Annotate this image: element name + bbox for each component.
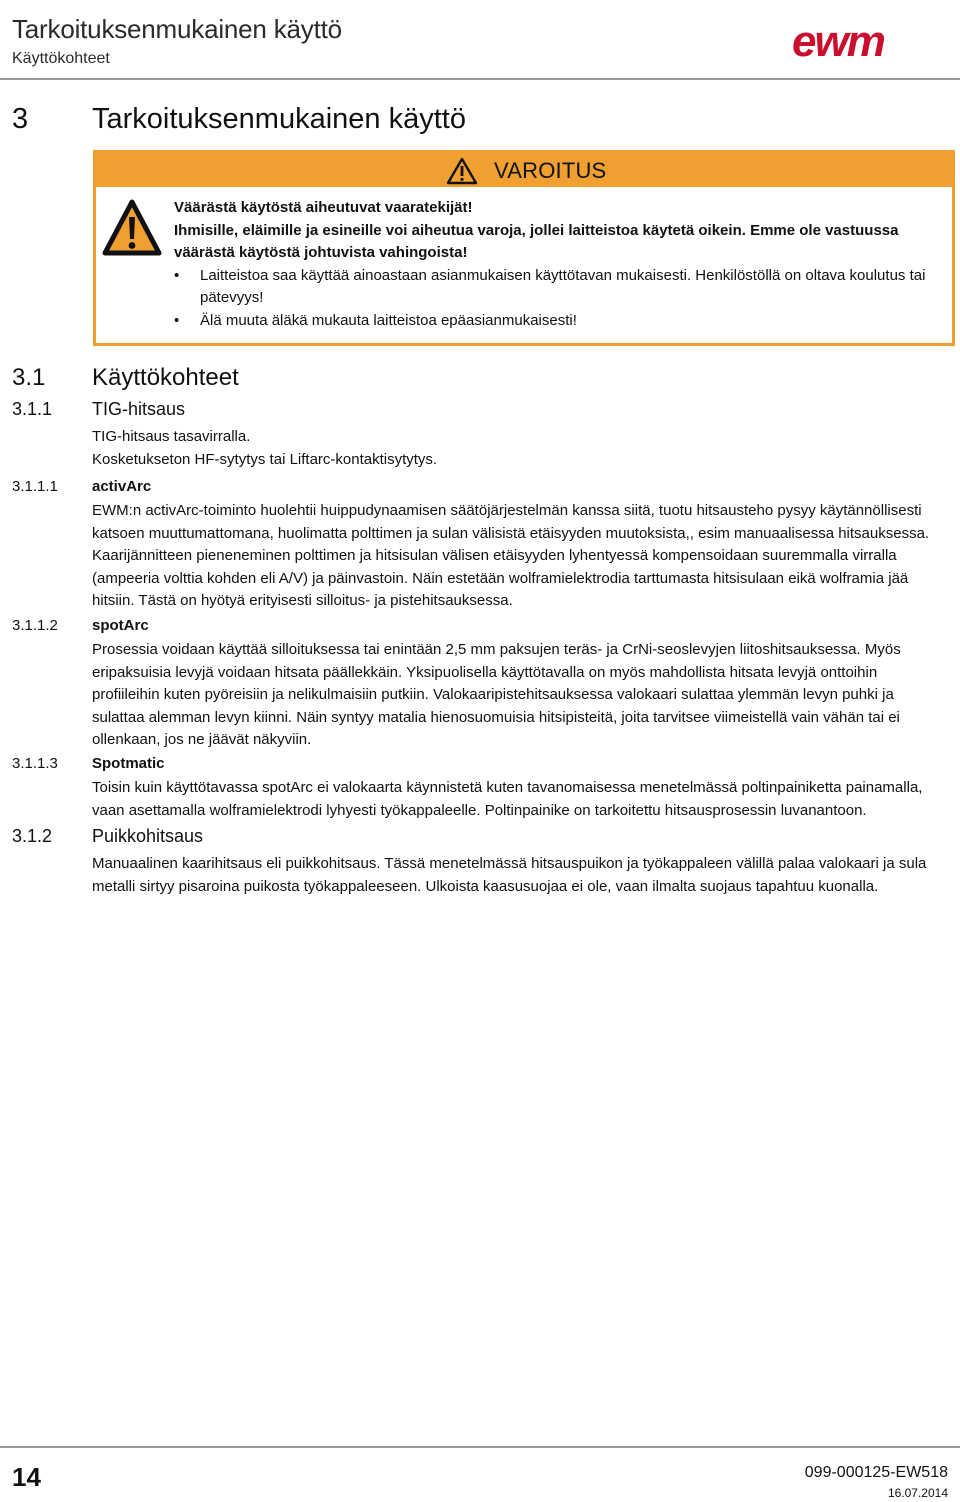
- section-title: spotArc: [92, 617, 149, 634]
- warning-box: [93, 150, 955, 346]
- warning-triangle-icon: [102, 199, 162, 257]
- warning-content: [174, 197, 944, 332]
- document-id: 099-000125-EW518: [804, 1464, 948, 1481]
- section-number: 3.1.1.1: [12, 478, 58, 495]
- chapter-title: [12, 103, 466, 136]
- warning-bullet: • Älä muuta äläkä mukauta laitteistoa epäasianmukaisesti!: [174, 310, 944, 333]
- section-title: activArc: [92, 478, 152, 495]
- section-heading: [12, 826, 203, 847]
- section-paragraph: Manuaalinen kaarihitsaus eli puikkohitsaus. Tässä menetelmässä hitsauspuikon ja työkappaleen välillä palaa valokaari ja sula metalli sirtyy pisaroina puikosta työkappaleeseen. Ulkoista kaasusuojaa ei ole, vaan ilmalta suojaus tapahtuu kuonalla.: [92, 855, 927, 895]
- section-number: 3.1: [12, 364, 46, 391]
- section-heading: [12, 617, 149, 634]
- chapter-heading: Tarkoituksenmukainen käyttö: [92, 103, 466, 135]
- section-title: Puikkohitsaus: [92, 826, 204, 846]
- header-divider: [0, 78, 960, 80]
- section-number: 3.1.1.2: [12, 617, 58, 634]
- header-title: Tarkoituksenmukainen käyttö: [12, 14, 342, 44]
- header-subtitle: Käyttökohteet: [12, 50, 110, 67]
- section-heading: [12, 478, 151, 495]
- section-heading: [12, 399, 185, 420]
- section-paragraph: EWM:n activArc-toiminto huolehtii huippudynaamisen säätöjärjestelmän kanssa siitä, tuotu hitsausteho pysyy käytännöllisesti katsoen muuttumattomana, huolimatta polttimen ja sulan välisistä etäisyyden muutoksista,, esim manuaalisessa hitsauksessa. Kaarijännitteen pieneneminen polttimen ja hitsisulan välisen etäisyyden lyhentyessä kompensoidaan suuremmalla virralla (ampeeria volttia kohden eli A/V) ja päinvastoin. Näin estetään wolframielektrodia tarttumasta hitsisulaan eikä wolframia jää hitsiin. Tästä on hyötyä erityisesti silloitus- ja pistehitsauksessa.: [92, 502, 930, 609]
- section-title: TIG-hitsaus: [92, 399, 186, 419]
- warning-triangle-icon: [446, 157, 478, 185]
- warning-lead-line: Väärästä käytöstä aiheutuvat vaaratekijät!: [174, 199, 473, 216]
- page-number: 14: [12, 1462, 41, 1492]
- text-line: Kosketukseton HF-sytytys tai Liftarc-kontaktisytytys.: [92, 450, 438, 468]
- warning-bullet: • Laitteistoa saa käyttää ainoastaan asianmukaisen käyttötavan mukaisesti. Henkilöstöllä on oltava koulutus tai pätevyys!: [174, 265, 944, 310]
- ewm-logo: [792, 22, 934, 62]
- section-number: 3.1.1: [12, 399, 53, 419]
- chapter-number: 3: [12, 103, 29, 135]
- section-paragraph: [92, 426, 944, 471]
- section-number: 3.1.2: [12, 826, 53, 846]
- section-number: 3.1.1.3: [12, 755, 58, 772]
- warning-lead-line: Ihmisille, eläimille ja esineille voi aiheutua varoja, jollei laitteistoa käytetä oikein. Emme ole vastuussa väärästä käytöstä johtuvista vahingoista!: [174, 221, 899, 261]
- section-paragraph: Toisin kuin käyttötavassa spotArc ei valokaarta käynnistetä kuten tavanomaisessa menetelmässä poltinpainiketta painamalla, vaan asettamalla wolframielektrodi lyhyesti työkappaleelle. Poltinpainike on tarkoitettu hitsausprosessin luvanantoon.: [92, 779, 923, 819]
- section-paragraph: Prosessia voidaan käyttää silloituksessa tai enintään 2,5 mm paksujen teräs- ja CrNi-seoslevyjen liitoshitsauksessa. Myös eripaksuisia levyjä voidaan hitsata päällekkäin. Yksipuolisella käyttötavalla on myös mahdollista hitsata levyjä onttoihin profiileihin kuten pyöreisiin ja nelikulmaisiin putkiin. Valokaaripistehitsauksessa valokaari sulattaa ylemmän levyn puhki ja sulattaa alemman levyn kiinni. Näin syntyy matalia hienosuomuisia hitsipisteitä, joita tarvitsee viimeistellä vain vähän tai ei ollenkaan, jos ne jäävät näkyviin.: [92, 641, 901, 748]
- section-heading: [12, 755, 165, 772]
- warning-bullet-list: [174, 265, 944, 333]
- section-title: Käyttökohteet: [92, 364, 239, 391]
- section-heading: [12, 364, 239, 392]
- text-line: TIG-hitsaus tasavirralla.: [92, 428, 251, 445]
- footer-divider: [0, 1446, 960, 1448]
- warning-label: VAROITUS: [494, 158, 607, 183]
- ewm-logo-text: ewm: [792, 22, 884, 62]
- document-date: 16.07.2014: [887, 1486, 948, 1500]
- warning-header: [96, 153, 952, 187]
- section-title: Spotmatic: [92, 755, 165, 772]
